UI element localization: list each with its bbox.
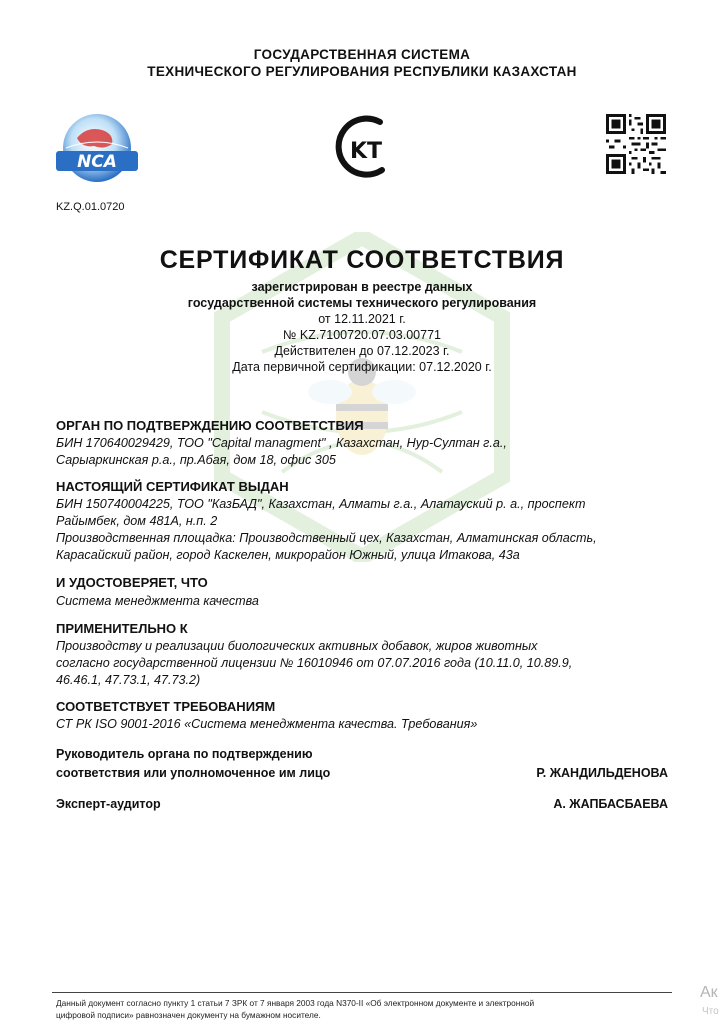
certificate-title: СЕРТИФИКАТ СООТВЕТСТВИЯ: [159, 246, 565, 274]
globe-icon: [52, 108, 142, 188]
head-title-line-2: соответствия или уполномоченное им лицо: [56, 766, 331, 780]
kt-conformity-mark: [330, 108, 396, 184]
certificate-number: № KZ.7100720.07.03.00771: [283, 328, 441, 342]
issued-line-4: Карасайский район, город Каскелен, микрорайон Южный, улица Итакова, 43а: [56, 548, 520, 562]
svg-text:NCA: NCA: [77, 152, 117, 172]
nca-logo: [52, 108, 142, 188]
svg-text:KT: KT: [349, 139, 383, 164]
issued-line-1: БИН 150740004225, ТОО "КазБАД", Казахстан, Алматы г.а., Алатауский р. а., проспект: [56, 497, 586, 511]
expert-name: А. ЖАПБАСБАЕВА: [553, 797, 668, 811]
head-name: Р. ЖАНДИЛЬДЕНОВА: [536, 766, 668, 780]
footer-line-1: Данный документ согласно пункту 1 статьи 7 ЗРК от 7 января 2003 года N370-II «Об электронном документе и электронной: [56, 998, 535, 1008]
registered-line-2: государственной системы технического регулирования: [187, 296, 537, 310]
certifies-line-1: Система менеджмента качества: [56, 594, 259, 608]
body-heading: ОРГАН ПО ПОДТВЕРЖДЕНИЮ СООТВЕТСТВИЯ: [56, 418, 364, 433]
head-title-line-1: Руководитель органа по подтверждению: [56, 747, 313, 761]
applicable-heading: ПРИМЕНИТЕЛЬНО К: [56, 621, 188, 636]
header-line-1: ГОСУДАРСТВЕННАЯ СИСТЕМА: [253, 47, 471, 62]
body-line-2: Сарыаркинская р.а., пр.Абая, дом 18, офис 305: [56, 453, 336, 467]
date-line: от 12.11.2021 г.: [318, 312, 406, 326]
certifies-heading: И УДОСТОВЕРЯЕТ, ЧТО: [56, 575, 208, 590]
applicable-line-3: 46.46.1, 47.73.1, 47.73.2): [56, 673, 201, 687]
issued-line-3: Производственная площадка: Производственный цех, Казахстан, Алматинская область,: [56, 531, 597, 545]
expert-label: Эксперт-аудитор: [56, 797, 161, 811]
registration-code: KZ.Q.01.0720: [56, 201, 125, 213]
valid-until: Действителен до 07.12.2023 г.: [274, 344, 450, 358]
applicable-line-2: согласно государственной лицензии № 16010946 от 07.07.2016 года (10.11.0, 10.89.9,: [56, 656, 573, 670]
body-line-1: БИН 170640029429, ТОО "Capital managment" , Казахстан, Нур-Султан г.а.,: [56, 436, 507, 450]
footer-line-2: цифровой подписи» равнозначен документу на бумажном носителе.: [56, 1010, 321, 1020]
qr-code: [606, 114, 666, 174]
issued-line-2: Райымбек, дом 481А, н.п. 2: [56, 514, 218, 528]
applicable-line-1: Производству и реализации биологических активных добавок, жиров животных: [56, 639, 538, 653]
first-certification-date: Дата первичной сертификации: 07.12.2020 г.: [232, 360, 492, 374]
issued-heading: НАСТОЯЩИЙ СЕРТИФИКАТ ВЫДАН: [56, 479, 289, 494]
activation-overlay-line-1: Ак: [700, 984, 718, 1001]
complies-line-1: СТ РК ISO 9001-2016 «Система менеджмента качества. Требования»: [56, 717, 478, 731]
registered-line-1: зарегистрирован в реестре данных: [251, 280, 473, 294]
activation-overlay-line-2: Что: [702, 1006, 719, 1017]
header-line-2: ТЕХНИЧЕСКОГО РЕГУЛИРОВАНИЯ РЕСПУБЛИКИ КАЗАХСТАН: [147, 64, 577, 79]
footer-divider: [52, 992, 672, 993]
complies-heading: СООТВЕТСТВУЕТ ТРЕБОВАНИЯМ: [56, 699, 276, 714]
